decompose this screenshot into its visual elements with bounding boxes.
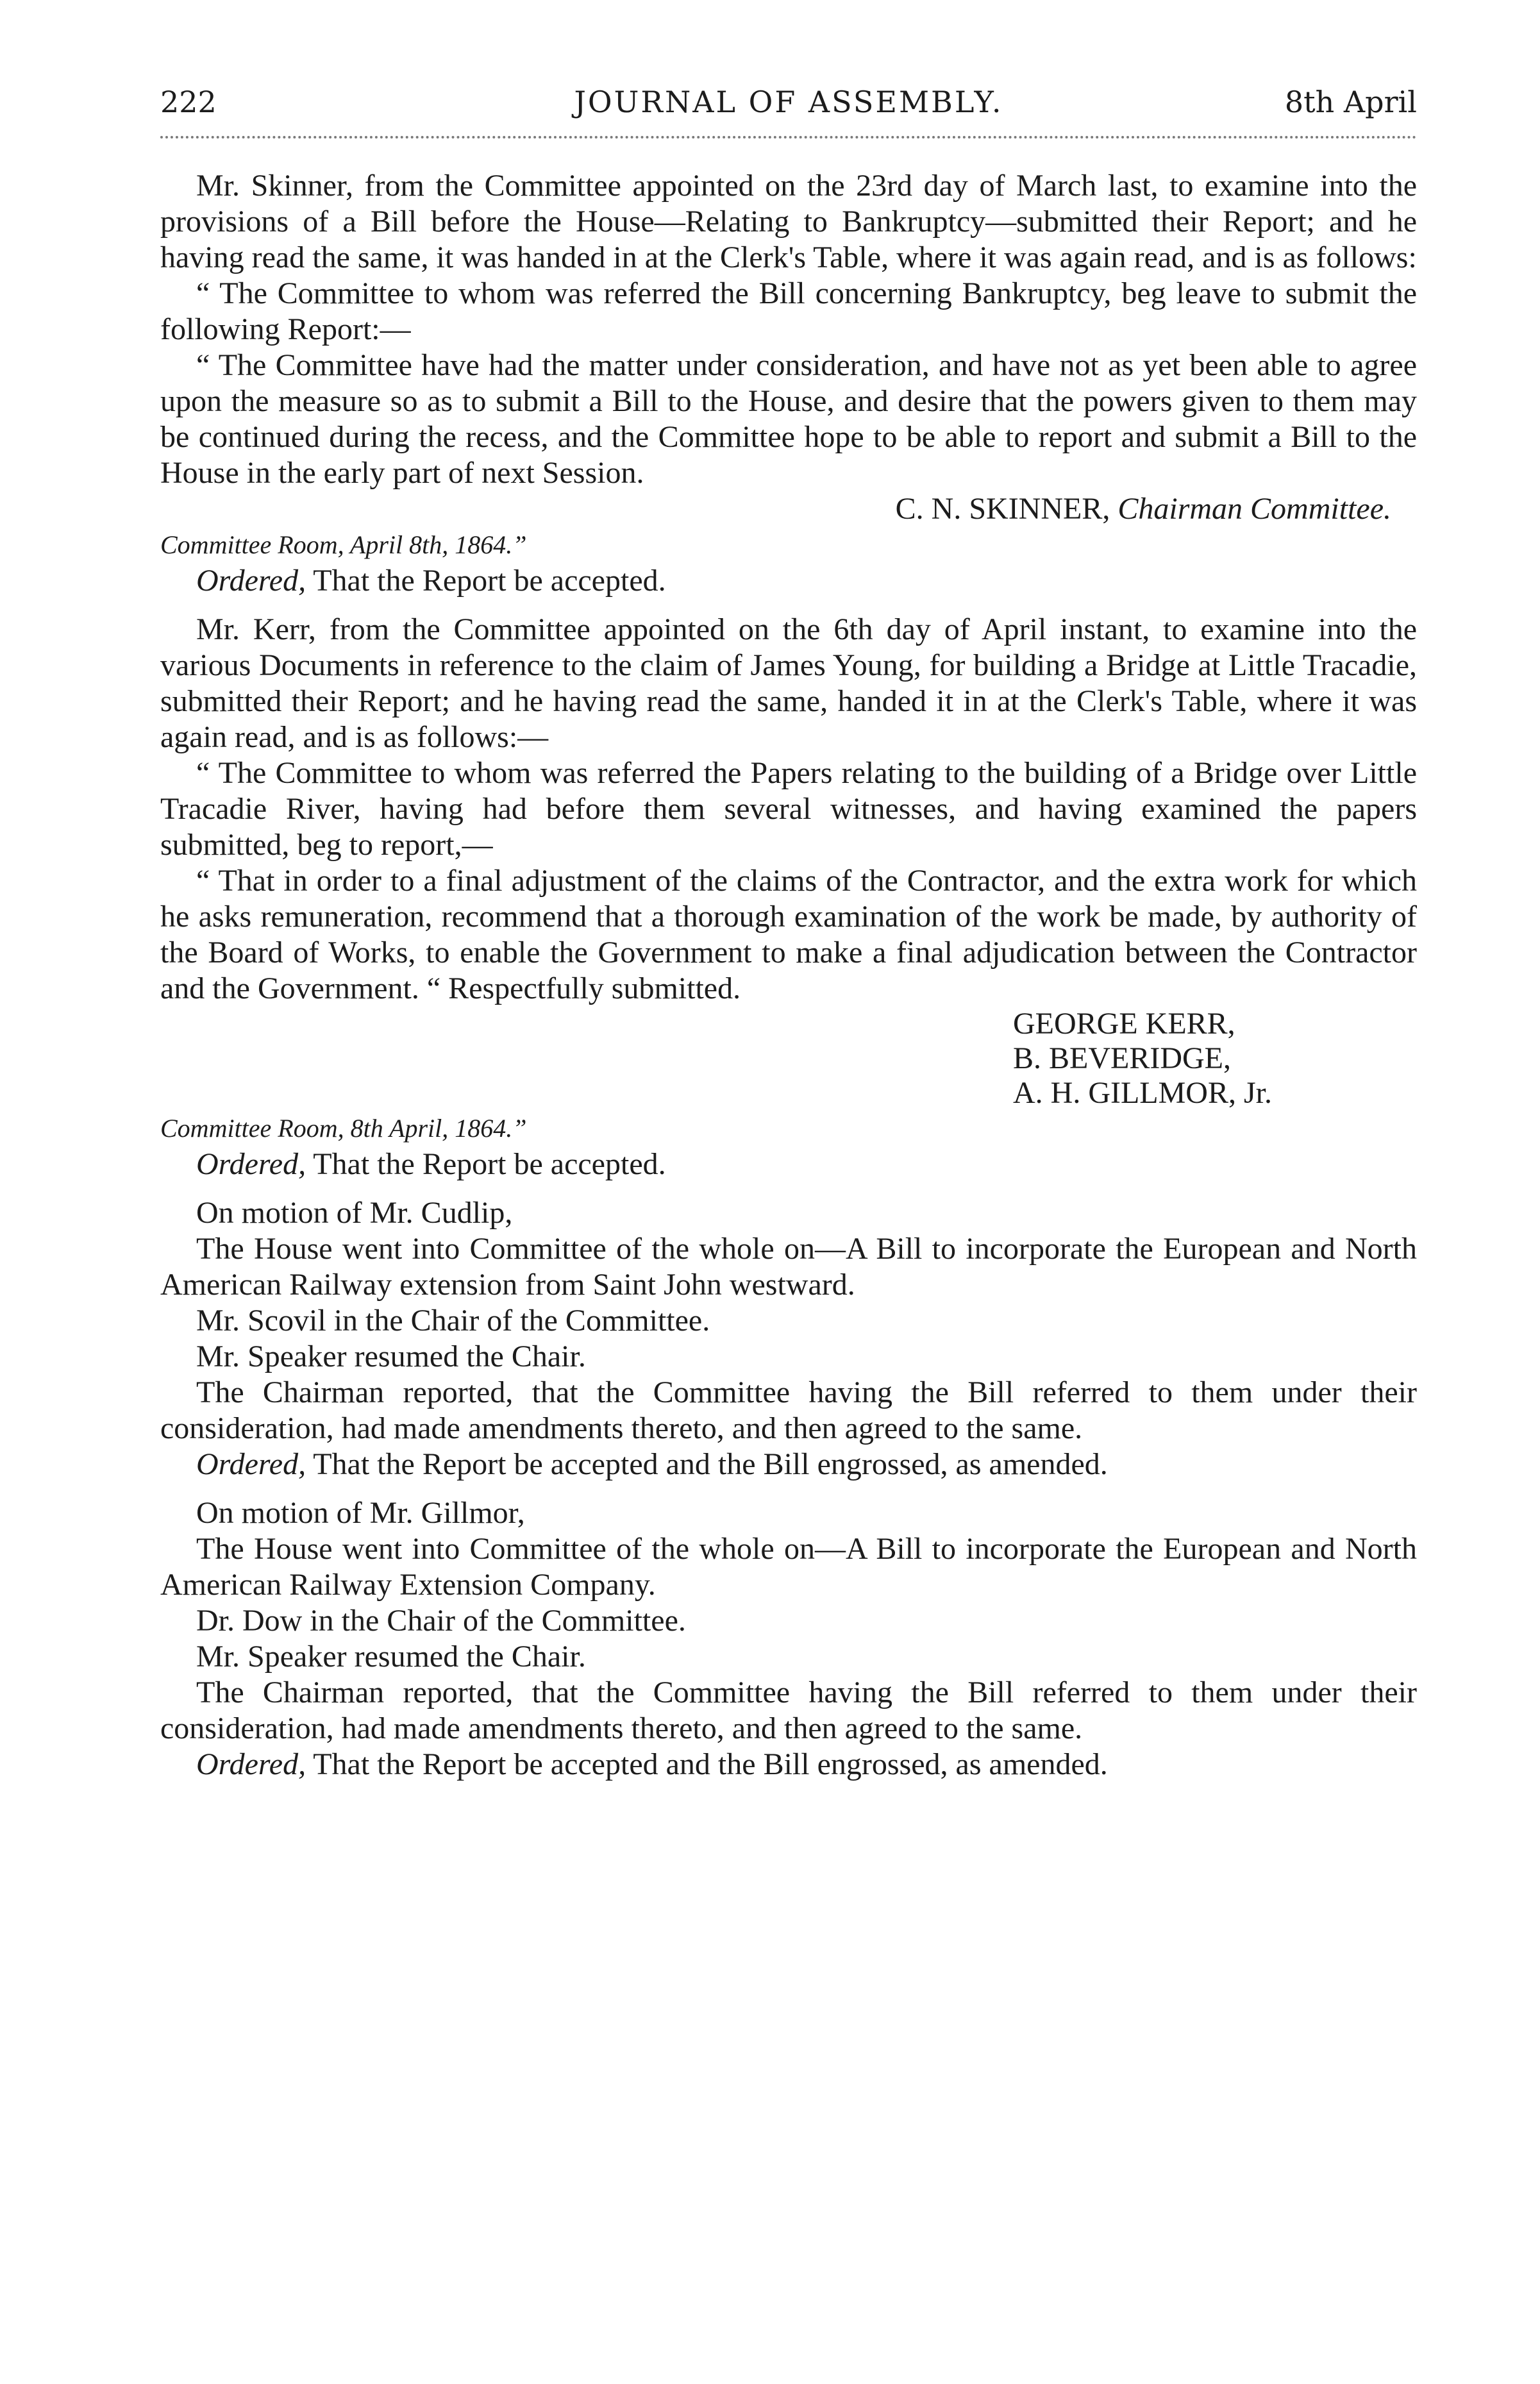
signature-name: GEORGE KERR, [1013, 1007, 1235, 1041]
header-rule [160, 136, 1417, 139]
ordered-lead: Ordered, [196, 1747, 306, 1781]
paragraph: The House went into Committee of the whole on—A Bill to incorporate the European and North American Railway Extension Company. [160, 1532, 1417, 1602]
ordered-text: That the Report be accepted. [313, 1147, 666, 1181]
committee-room-note: Committee Room, 8th April, 1864.” [160, 1114, 527, 1143]
ordered-line [160, 1146, 1417, 1182]
committee-room-note: Committee Room, April 8th, 1864.” [160, 530, 527, 559]
signature-name: C. N. SKINNER, [895, 492, 1110, 526]
signature-line [160, 491, 1417, 527]
paragraph: Mr. Skinner, from the Committee appointed on the 23rd day of March last, to examine into the provisions of a Bill before the House—Relating to Bankruptcy—submitted their Report; and he having read the same, it was handed in at the Clerk's Table, where it was again read, and is as follows: [160, 169, 1417, 274]
signature-role: Chairman Committee. [1117, 492, 1391, 526]
ordered-text: That the Report be accepted and the Bill engrossed, as amended. [313, 1447, 1108, 1481]
signature-name: B. BEVERIDGE, [1013, 1041, 1231, 1075]
running-header [160, 85, 1417, 130]
paragraph: Mr. Speaker resumed the Chair. [196, 1339, 586, 1373]
ordered-line [160, 1447, 1417, 1482]
paragraph: The Chairman reported, that the Committee having the Bill referred to them under their consideration, had made amendments thereto, and then agreed to the same. [160, 1375, 1417, 1445]
journal-title: JOURNAL OF ASSEMBLY. [574, 85, 1003, 119]
paragraph: The Chairman reported, that the Committee having the Bill referred to them under their consideration, had made amendments thereto, and then agreed to the same. [160, 1675, 1417, 1745]
page-number: 222 [160, 85, 217, 119]
paragraph: “ That in order to a final adjustment of the claims of the Contractor, and the extra work for which he asks remuneration, recommend that a thorough examination of the work be made, by authority of the Board of Works, to enable the Government to make a final adjudication between the Contractor and the Government. “ Respectfully submitted. [160, 864, 1417, 1005]
paragraph: The House went into Committee of the whole on—A Bill to incorporate the European and North American Railway extension from Saint John westward. [160, 1232, 1417, 1302]
paragraph: On motion of Mr. Cudlip, [196, 1196, 513, 1230]
ordered-lead: Ordered, [196, 564, 306, 598]
ordered-lead: Ordered, [196, 1147, 306, 1181]
ordered-line [160, 1747, 1417, 1783]
paragraph: Mr. Scovil in the Chair of the Committee. [196, 1304, 710, 1338]
paragraph: “ The Committee to whom was referred the Papers relating to the building of a Bridge over Little Tracadie River, having had before them several witnesses, and having examined the papers submitted, beg to report,— [160, 756, 1417, 862]
paragraph: Mr. Kerr, from the Committee appointed on the 6th day of April instant, to examine into the various Documents in reference to the claim of James Young, for building a Bridge at Little Tracadie, submitted their Report; and he having read the same, handed it in at the Clerk's Table, where it was again read, and is as follows:— [160, 612, 1417, 754]
paragraph: On motion of Mr. Gillmor, [196, 1496, 525, 1530]
journal-body [160, 168, 1417, 1783]
ordered-text: That the Report be accepted. [313, 564, 666, 598]
ordered-text: That the Report be accepted and the Bill engrossed, as amended. [313, 1747, 1108, 1781]
paragraph: “ The Committee have had the matter under consideration, and have not as yet been able to agree upon the measure so as to submit a Bill to the House, and desire that the powers given to them may be continued during the recess, and the Committee hope to be able to report and submit a Bill to the House in the early part of next Session. [160, 348, 1417, 490]
ordered-lead: Ordered, [196, 1447, 306, 1481]
paragraph: Dr. Dow in the Chair of the Committee. [196, 1604, 686, 1638]
signature-name: A. H. GILLMOR, Jr. [1013, 1076, 1272, 1110]
ordered-line [160, 563, 1417, 599]
header-date: 8th April [1284, 85, 1417, 119]
paragraph: Mr. Speaker resumed the Chair. [196, 1640, 586, 1674]
paragraph: “ The Committee to whom was referred the Bill concerning Bankruptcy, beg leave to submit the following Report:— [160, 276, 1417, 346]
